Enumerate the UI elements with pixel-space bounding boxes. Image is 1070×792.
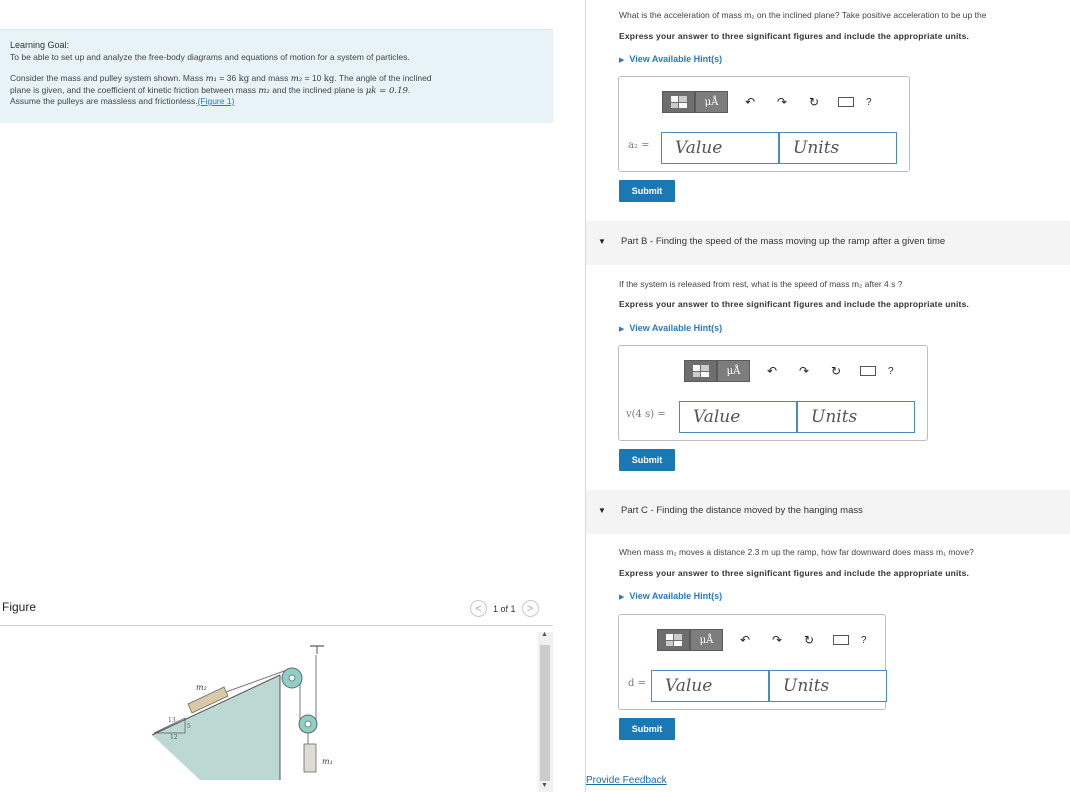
figure-header (0, 598, 553, 626)
part-c-submit-button[interactable]: Submit (619, 718, 675, 740)
keyboard-icon[interactable] (860, 366, 876, 376)
templates-icon[interactable] (662, 91, 695, 113)
redo-icon[interactable]: ↷ (771, 633, 783, 647)
mu-k-expression: μk = 0.19 (365, 85, 408, 96)
part-b-title: Part B - Finding the speed of the mass moving up the ramp after a given time (621, 236, 946, 247)
units-symbol-button[interactable]: μÅ (695, 91, 728, 113)
part-c-title: Part C - Finding the distance moved by the hanging mass (621, 505, 863, 516)
unit-kg: kg (323, 74, 335, 84)
label-m1: m₁ (322, 757, 333, 766)
undo-icon[interactable]: ↶ (766, 364, 778, 378)
next-figure-icon[interactable]: > (522, 600, 539, 617)
part-b-submit-button[interactable]: Submit (619, 449, 675, 471)
part-b-header[interactable] (586, 221, 1070, 265)
part-a-express: Express your answer to three significant figures and include the appropriate units. (619, 31, 970, 41)
scroll-up-icon[interactable]: ▲ (541, 631, 548, 638)
part-c-value-input[interactable]: Value (651, 670, 769, 702)
figure-link[interactable]: (Figure 1) (197, 96, 235, 106)
undo-icon[interactable]: ↶ (744, 95, 756, 109)
collapse-caret-icon: ▼ (598, 506, 606, 515)
problem-text: and the inclined plane is (269, 84, 366, 95)
provide-feedback-link[interactable]: Provide Feedback (586, 775, 667, 786)
part-c-units-input[interactable]: Units (769, 670, 887, 702)
m1-value: = 36 (217, 73, 239, 83)
problem-text: Assume the pulleys are massless and frictionless. (10, 96, 198, 106)
hint-label: View Available Hint(s) (629, 591, 723, 601)
units-symbol-button[interactable]: μÅ (717, 360, 750, 382)
learning-goal-box (0, 29, 553, 123)
part-c-question: When mass m₂ moves a distance 2.3 m up the ramp, how far downward does mass m₁ move? (619, 547, 974, 557)
part-c-answer-box (618, 614, 886, 710)
help-icon[interactable]: ? (861, 634, 867, 646)
part-c-express: Express your answer to three significant figures and include the appropriate units. (619, 568, 970, 578)
figure-scroll-thumb[interactable] (540, 645, 550, 781)
part-a-value-input[interactable]: Value (661, 132, 779, 164)
problem-text: . (407, 84, 411, 95)
part-b-variable-label: v(4 s) = (626, 409, 666, 420)
figure-title: Figure (2, 600, 37, 614)
part-c-hint-link[interactable] (619, 591, 722, 601)
scroll-down-icon[interactable]: ▼ (541, 782, 548, 789)
m1-symbol: m₁ (205, 74, 218, 84)
figure-pager (470, 600, 539, 617)
templates-icon[interactable] (684, 360, 717, 382)
reset-icon[interactable]: ↻ (803, 633, 815, 647)
problem-text: plane is given, and the coefficient of kinetic friction between mass (10, 84, 259, 95)
right-panel (585, 0, 1070, 792)
m2-value: = 10 (302, 73, 324, 83)
part-a-units-input[interactable]: Units (779, 132, 897, 164)
part-a-question: What is the acceleration of mass m₂ on the inclined plane? Take positive acceleration to be up the (619, 10, 987, 20)
part-a-answer-box (618, 76, 910, 172)
part-a-submit-button[interactable]: Submit (619, 180, 675, 202)
reset-icon[interactable]: ↻ (830, 364, 842, 378)
help-icon[interactable]: ? (866, 96, 872, 108)
keyboard-icon[interactable] (838, 97, 854, 107)
undo-icon[interactable]: ↶ (739, 633, 751, 647)
label-m2: m₂ (196, 683, 207, 692)
templates-icon[interactable] (657, 629, 690, 651)
hint-triangle-icon: ▶ (619, 57, 625, 64)
reset-icon[interactable]: ↻ (808, 95, 820, 109)
problem-text: . The angle of the inclined (334, 73, 432, 83)
learning-goal-text: To be able to set up and analyze the free-body diagrams and equations of motion for a system of particles. (10, 52, 410, 62)
top-pulley-hub (289, 675, 295, 681)
part-a-variable-label: a₂ = (628, 140, 650, 151)
part-b-answer-box (618, 345, 928, 441)
m2-symbol: m₂ (290, 74, 303, 84)
part-b-question: If the system is released from rest, what is the speed of mass m₂ after 4 s ? (619, 279, 903, 289)
prev-figure-icon[interactable]: < (470, 600, 487, 617)
m2-symbol: m₂ (258, 85, 270, 96)
part-c-variable-label: d = (628, 678, 646, 689)
redo-icon[interactable]: ↷ (776, 95, 788, 109)
hint-label: View Available Hint(s) (629, 54, 723, 64)
part-b-toolbar (684, 360, 894, 382)
part-b-hint-link[interactable] (619, 323, 722, 333)
slope-label-13: 13 (168, 717, 176, 724)
slope-label-12: 12 (170, 734, 178, 741)
learning-goal-title: Learning Goal: (10, 40, 70, 50)
part-b-value-input[interactable]: Value (679, 401, 797, 433)
part-b-express: Express your answer to three significant figures and include the appropriate units. (619, 299, 970, 309)
lower-pulley-hub (305, 721, 311, 727)
part-a-hint-link[interactable] (619, 54, 722, 64)
block-m1 (304, 744, 316, 772)
part-c-header[interactable] (586, 490, 1070, 534)
part-b-units-input[interactable]: Units (797, 401, 915, 433)
slope-label-5: 5 (187, 723, 191, 730)
problem-text: Consider the mass and pulley system shown. Mass (10, 73, 206, 83)
redo-icon[interactable]: ↷ (798, 364, 810, 378)
part-c-toolbar (657, 629, 867, 651)
problem-text: and mass (249, 73, 291, 83)
problem-statement (10, 73, 543, 107)
hint-label: View Available Hint(s) (629, 323, 723, 333)
keyboard-icon[interactable] (833, 635, 849, 645)
help-icon[interactable]: ? (888, 365, 894, 377)
pager-text: 1 of 1 (493, 603, 516, 614)
hint-triangle-icon: ▶ (619, 594, 625, 601)
pulley-system-figure (140, 640, 400, 780)
collapse-caret-icon: ▼ (598, 237, 606, 246)
units-symbol-button[interactable]: μÅ (690, 629, 723, 651)
hint-triangle-icon: ▶ (619, 326, 625, 333)
unit-kg: kg (238, 74, 250, 84)
part-a-toolbar (662, 91, 872, 113)
